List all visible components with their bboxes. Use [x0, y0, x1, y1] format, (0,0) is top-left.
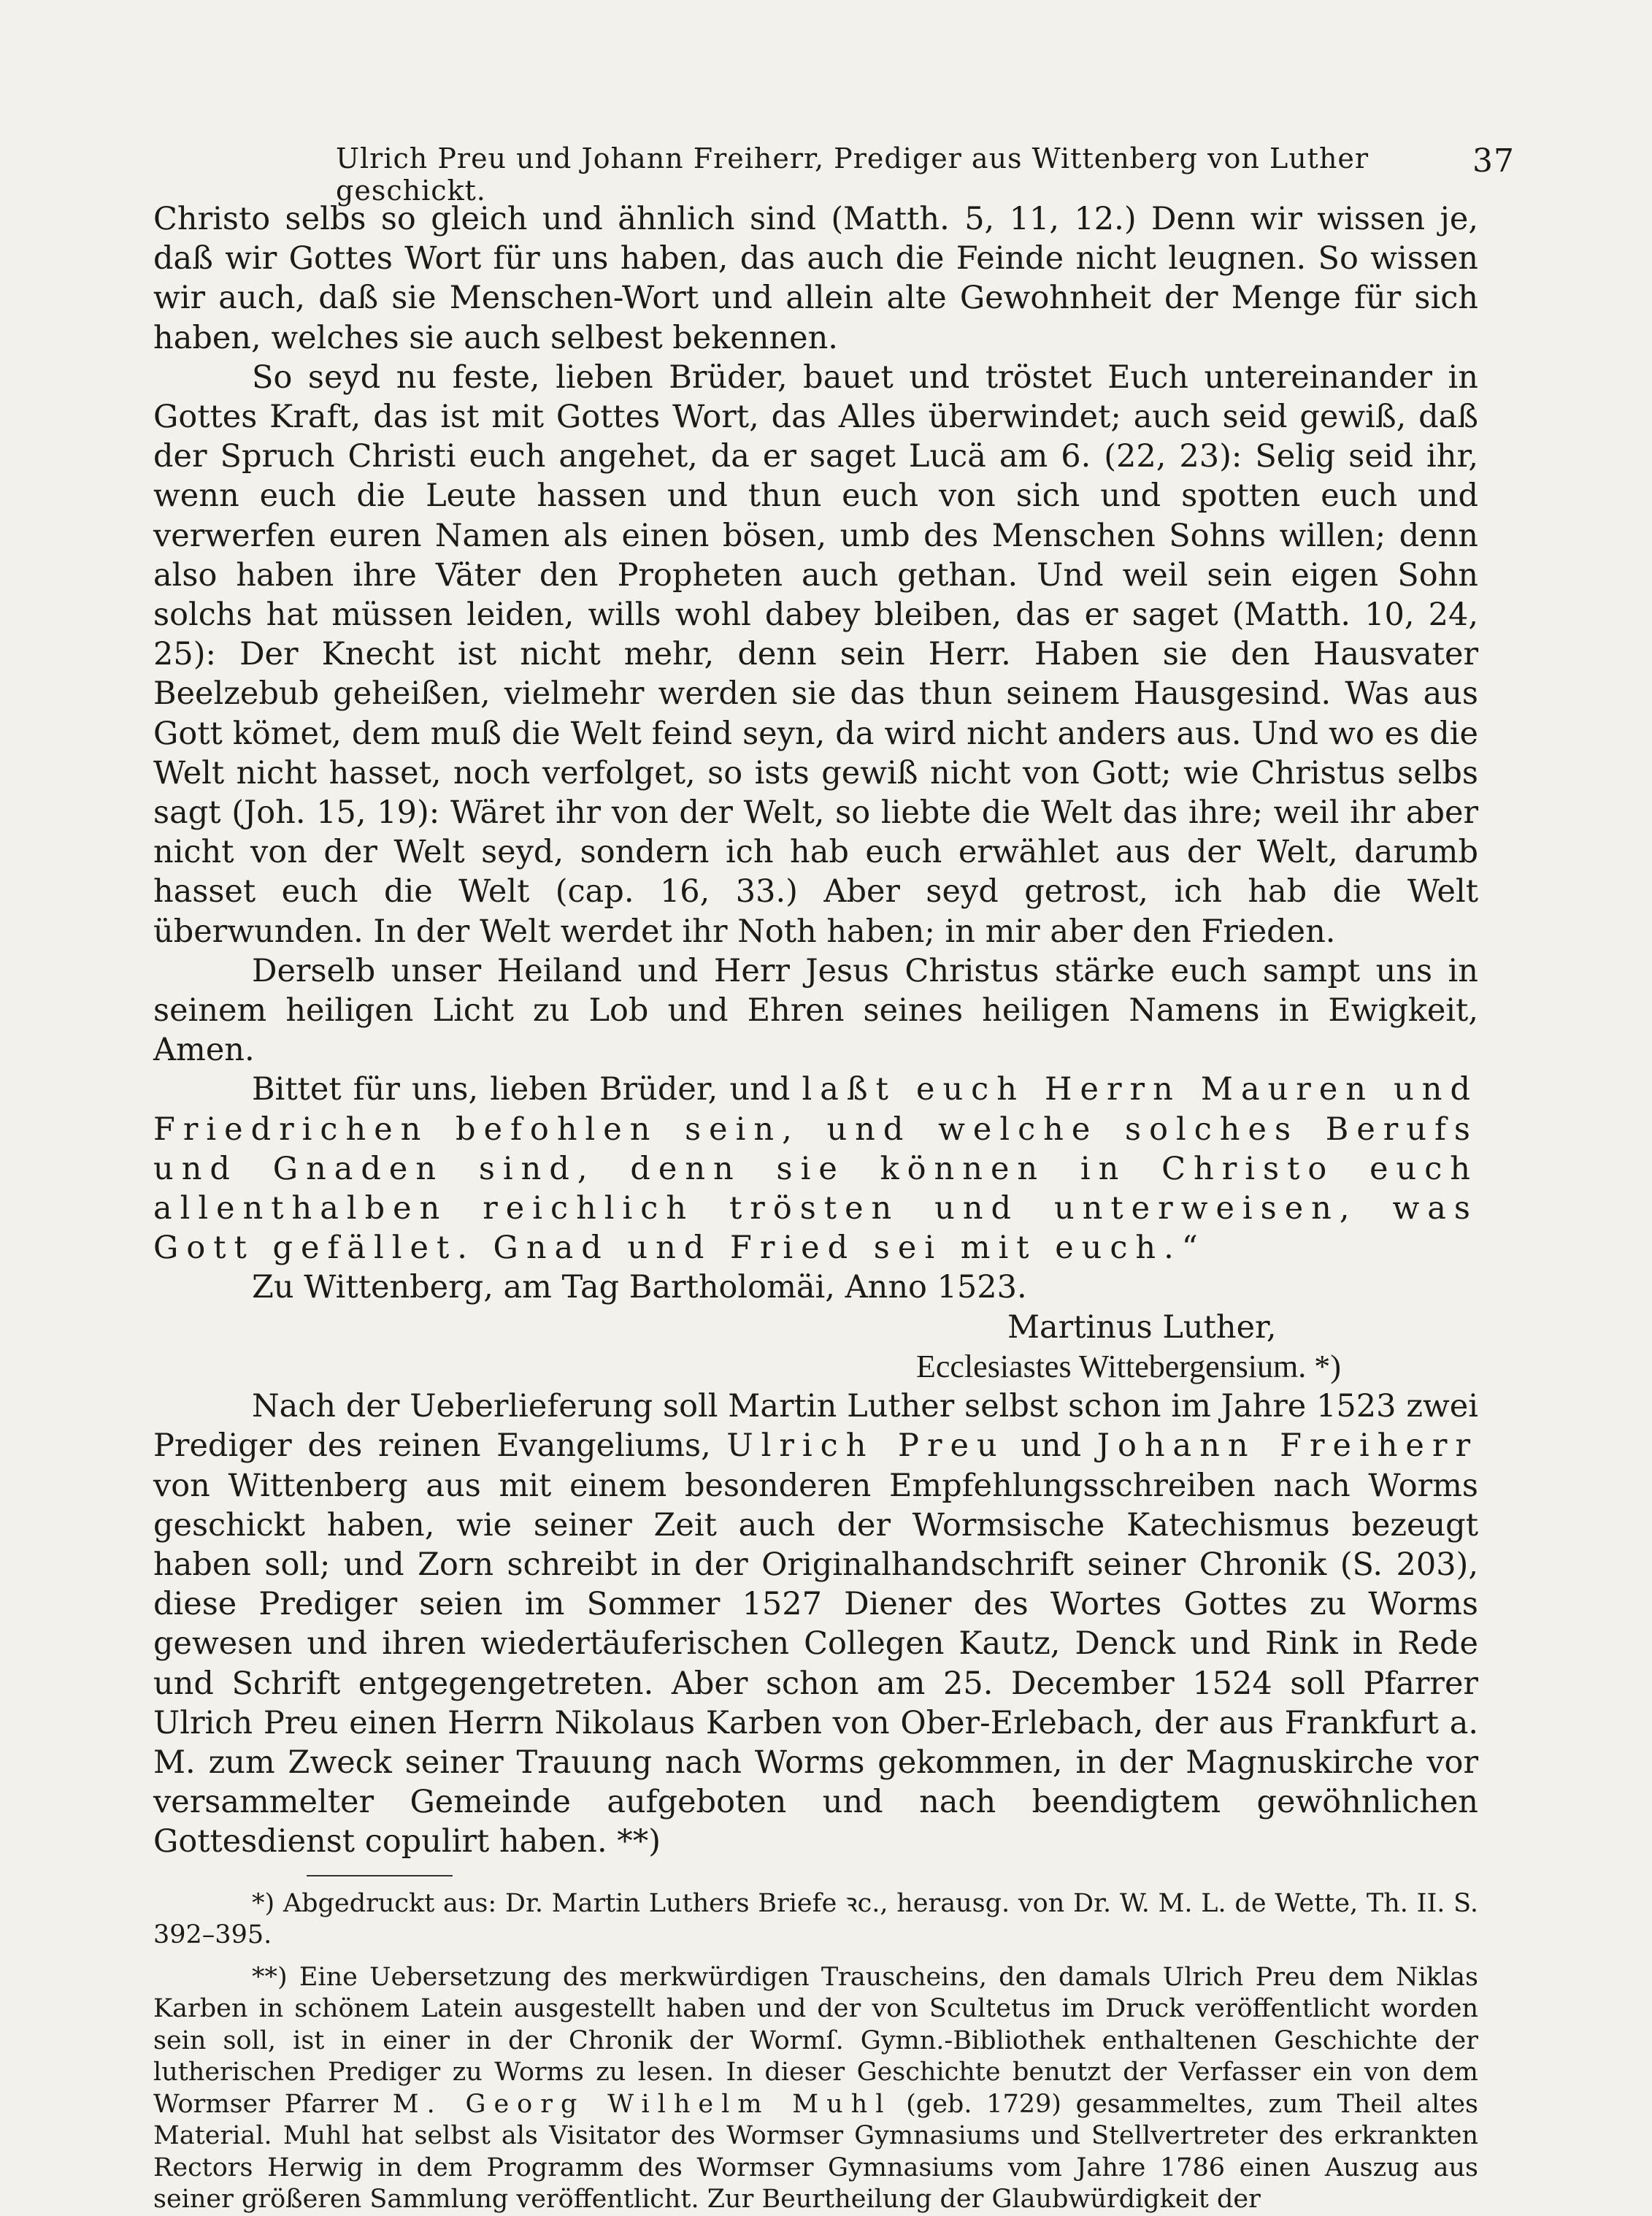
date-line: Zu Wittenberg, am Tag Bartholomäi, Anno 1523. — [252, 1269, 1027, 1306]
commentary-paragraph — [153, 1387, 1478, 1861]
commentary-part2: und — [1021, 1427, 1082, 1465]
letter-paragraph-2: So seyd nu feste, lieben Brüder, bauet und tröstet Euch untereinander in Gottes Kraft, das ist mit Gottes Wort, das Alles überwindet; auch seid gewiß, daß der Spruch Christi euch angehet, da er saget Lucä am 6. (22, 23): Selig seid ihr, wenn euch die Leute hassen und thun euch von sich und spotten euch und verwerfen euren Namen als einen bösen, umb des Menschen Sohns willen; denn also haben ihre Väter den Propheten auch gethan. Und weil sein eigen Sohn solchs hat müssen leiden, wills wohl dabey bleiben, das er saget (Matth. 10, 24, 25): Der Knecht ist nicht mehr, denn sein Herr. Haben sie den Hausvater Beelzebub geheißen, vielmehr werden sie das thun seinem Hausgesind. Was aus Gott kömet, dem muß die Welt feind seyn, da wird nicht anders aus. Und wo es die Welt nicht hasset, noch verfolget, so ists gewiß nicht von Gott; wie Christus selbs sagt (Joh. 15, 19): Wäret ihr von der Welt, so liebte die Welt das ihre; weil ihr aber nicht von der Welt seyd, sondern ich hab euch erwählet aus der Welt, darumb hasset euch die Welt (cap. 16, 33.) Aber seyd getrost, ich hab die Welt überwunden. In der Welt werdet ihr Noth haben; in mir aber den Frieden. — [153, 359, 1478, 950]
page — [153, 142, 1515, 2216]
signature: Martinus Luther, — [1007, 1308, 1277, 1346]
commentary-part1: Nach der Ueberlieferung soll Martin Luther selbst schon im Jahre 1523 zwei Prediger des reinen Evangeliums, — [153, 1388, 1478, 1465]
running-head-title: Ulrich Preu und Johann Freiherr, Prediger aus Wittenberg von Luther geschickt. — [336, 142, 1369, 207]
running-head — [153, 142, 1515, 207]
commentary-name-freiherr: Johann Freiherr — [1096, 1427, 1478, 1465]
footnote-divider — [307, 1875, 453, 1876]
closing-spaced: laßt euch Herrn Mauren und Friedrichen befohlen sein, und welche solches Berufs und Gnaden sind, denn sie können in Christo euch allenthalben reichlich trösten und unterweisen, was Gott gefället. Gnad und Fried sei mit euch.“ — [153, 1071, 1479, 1267]
letter-paragraph-3: Derselb unser Heiland und Herr Jesus Christus stärke euch sampt uns in seinem heiligen Licht zu Lob und Ehren seines heiligen Namens in Ewigkeit, Amen. — [153, 952, 1478, 1069]
footnote-2 — [153, 1962, 1478, 2216]
letter-paragraph-1: Christo selbs so gleich und ähnlich sind (Matth. 5, 11, 12.) Denn wir wissen je, daß wir Gottes Wort für uns haben, das auch die Feinde nicht leugnen. So wissen wir auch, daß sie Menschen-Wort und allein alte Gewohnheit der Menge für sich haben, welches sie auch selbest bekennen. — [153, 201, 1478, 356]
footnote-2-part1: **) Eine Uebersetzung des merkwürdigen Trauscheins, den damals Ulrich Preu dem Niklas Karben in schönem Latein ausgestellt haben und der von Scultetus im Druck veröffentlicht worden sein soll, ist in einer in der Chronik der Wormſ. Gymn.-Bibliothek enthaltenen Geschichte der lutherischen Prediger zu Worms zu lesen. In dieser Geschichte benutzt der Verfasser ein von dem Wormser Pfarrer — [153, 1962, 1478, 2119]
letter-closing — [153, 1070, 1478, 1268]
footnote-2-name: M. Georg Wilhelm Muhl — [392, 2089, 892, 2119]
closing-intro: Bittet für uns, lieben Brüder, und — [252, 1071, 791, 1108]
signature-title: Ecclesiastes Wittebergensium. *) — [916, 1348, 1341, 1384]
commentary-part3: von Wittenberg aus mit einem besonderen Empfehlungsschreiben nach Worms geschickt haben, wie seiner Zeit auch der Wormsische Katechismus bezeugt haben soll; und Zorn schreibt in der Originalhandschrift seiner Chronik (S. 203), diese Prediger seien im Sommer 1527 Diener des Wortes Gottes zu Worms gewesen und ihren wiedertäuferischen Collegen Kautz, Denck und Rink in Rede und Schrift entgegengetreten. Aber schon am 25. December 1524 soll Pfarrer Ulrich Preu einen Herrn Nikolaus Karben von Ober-Erlebach, der aus Frankfurt a. M. zum Zweck seiner Trauung nach Worms gekommen, in der Magnuskirche vor versammelter Gemeinde aufgeboten und nach beendigtem gewöhnlichen Gottesdienst copulirt haben. **) — [153, 1467, 1478, 1860]
footnote-2-part2: (geb. 1729) gesammeltes, zum Theil altes Material. Muhl hat selbst als Visitator des Wormser Gymnasiums und Stellvertreter des erkrankten Rectors Herwig in dem Programm des Wormser Gymnasiums vom Jahre 1786 einen Auszug aus seiner größeren Sammlung veröffentlicht. Zur Beurtheilung der Glaubwürdigkeit der — [153, 2089, 1478, 2215]
page-number: 37 — [1472, 142, 1515, 180]
commentary-name-preu: Ulrich Preu — [726, 1427, 1005, 1465]
footnote-1: *) Abgedruckt aus: Dr. Martin Luthers Briefe ꝛc., herausg. von Dr. W. M. L. de Wette, Th. II. S. 392–395. — [153, 1888, 1478, 1950]
body-text — [153, 199, 1478, 2216]
